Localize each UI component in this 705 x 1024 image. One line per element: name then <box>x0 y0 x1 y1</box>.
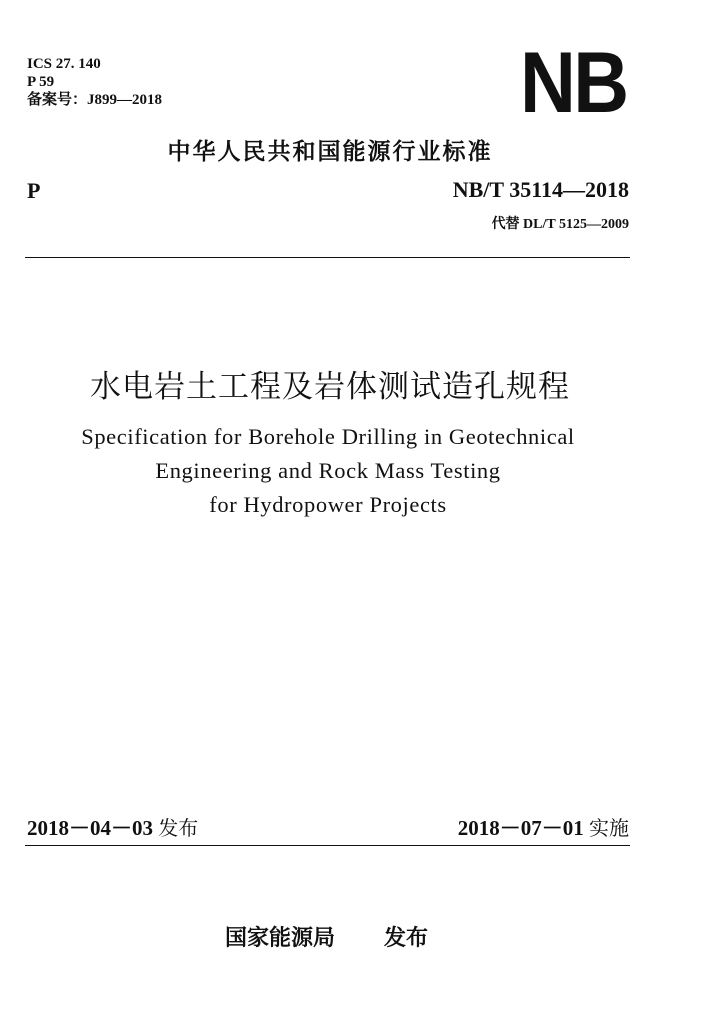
english-title-line-2: Engineering and Rock Mass Testing <box>155 458 501 483</box>
standard-number: NB/T 35114—2018 <box>452 177 629 202</box>
english-title-line-3: for Hydropower Projects <box>209 492 447 517</box>
category-code: P 59 <box>27 74 55 90</box>
issue-date-block <box>27 812 198 842</box>
top-divider <box>25 257 630 258</box>
filing-number: 备案号：J899—2018 <box>27 92 163 108</box>
bottom-divider <box>25 845 630 846</box>
issue-date: 2018－04－03 <box>27 816 153 840</box>
implement-date-block <box>458 812 629 842</box>
category-letter: P <box>27 178 41 203</box>
replaces-standard: 代替 DL/T 5125—2009 <box>491 217 629 232</box>
publisher-action: 发布 <box>384 926 429 951</box>
implement-label: 实施 <box>589 816 629 840</box>
chinese-title: 水电岩土工程及岩体测试造孔规程 <box>90 369 570 405</box>
ics-code: ICS 27. 140 <box>27 56 101 72</box>
implement-date: 2018－07－01 <box>457 816 584 840</box>
issue-label: 发布 <box>158 816 199 840</box>
issuer-title: 中华人民共和国能源行业标准 <box>167 139 493 165</box>
english-title-line-1: Specification for Borehole Drilling in Geotechnical <box>81 424 575 449</box>
publisher-organization: 国家能源局 <box>225 926 336 951</box>
nb-logo: NB <box>520 35 627 131</box>
